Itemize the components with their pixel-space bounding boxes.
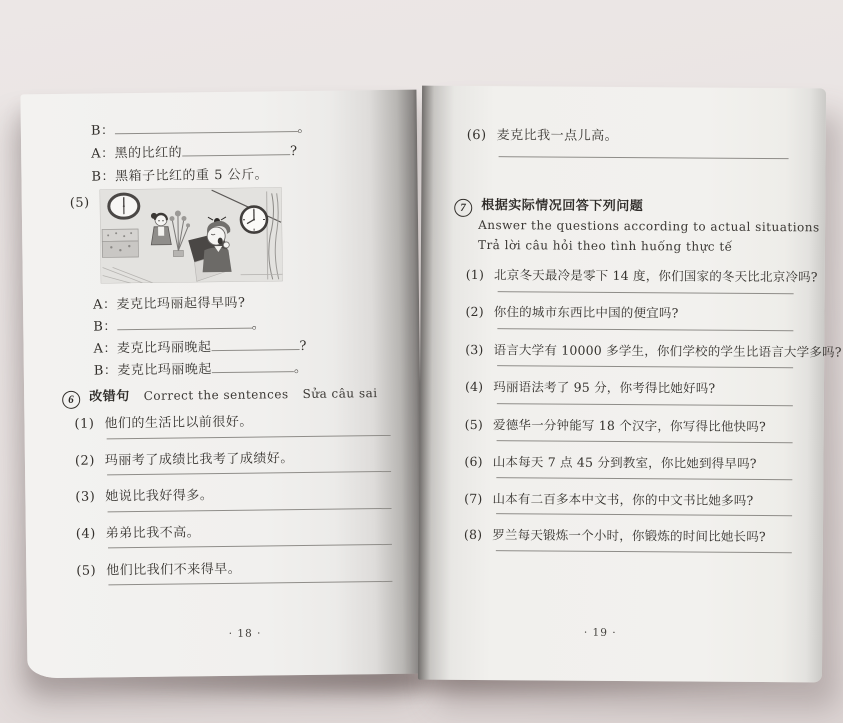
exercise-item (76, 521, 201, 542)
question-item (465, 415, 766, 435)
item-number: (5) (464, 416, 484, 433)
question-text: 山本有二百多本中文书，你的中文书比她多吗? (492, 491, 754, 508)
dialogue-line (93, 313, 265, 334)
section-title-zh: 根据实际情况回答下列问题 (481, 197, 644, 214)
question-item (464, 489, 753, 509)
speaker-label: A： (91, 146, 115, 162)
item-number: (3) (75, 489, 96, 505)
dialogue-line (93, 335, 307, 357)
question-item (465, 302, 678, 321)
punctuation: ? (289, 144, 298, 160)
speaker-label: B： (91, 169, 116, 185)
speaker-label: A： (93, 341, 118, 357)
answer-rule (499, 156, 789, 159)
item-number: (1) (74, 416, 95, 432)
exercise-text: 麦克比我一点儿高。 (496, 128, 619, 144)
answer-blank (211, 338, 299, 351)
dialogue-line (94, 357, 308, 379)
answer-rule (108, 508, 392, 512)
exercise-text: 他们比我们不来得早。 (106, 561, 242, 579)
exercise-text: 她说比我好得多。 (105, 488, 214, 505)
exercise-text: 玛丽考了成绩比我考了成绩好。 (104, 451, 294, 469)
question-item (464, 525, 766, 545)
answer-rule (497, 440, 793, 443)
speaker-label: A： (92, 297, 117, 313)
answer-blank (117, 317, 252, 331)
question-item (465, 340, 842, 361)
question-text: 山本每天 7 点 45 分到教室，你比她到得早吗? (492, 454, 757, 471)
section-title-zh: 改错句 (89, 388, 130, 404)
answer-rule (108, 581, 392, 585)
exercise-item (75, 484, 213, 505)
dialogue-line (91, 117, 311, 139)
answer-blank (114, 120, 297, 134)
answer-rule (497, 403, 793, 406)
exercise-item (76, 558, 241, 579)
question-item (465, 377, 715, 397)
item-number: (2) (465, 303, 484, 320)
answer-blank (182, 143, 290, 156)
section-title-vi: Sửa câu sai (302, 386, 378, 402)
section-title-en: Correct the sentences (143, 387, 289, 403)
answer-rule (496, 550, 792, 553)
item-number: (1) (465, 266, 485, 283)
speaker-label: B： (93, 363, 118, 379)
dialogue-line (93, 292, 246, 313)
question-text: 玛丽语法考了 95 分，你考得比她好吗? (493, 379, 716, 396)
speaker-label: B： (93, 319, 117, 335)
right-page (418, 86, 842, 683)
exercise-item (467, 124, 619, 144)
punctuation: 。 (293, 360, 308, 377)
question-item (464, 452, 756, 472)
item-number: (4) (75, 526, 96, 542)
answer-rule (107, 471, 391, 475)
speaker-label: B： (90, 123, 115, 139)
exercise-item (75, 447, 294, 469)
answer-rule (497, 365, 793, 368)
section-number-badge: 6 (62, 391, 80, 409)
question-text: 罗兰每天锻炼一个小时，你锻炼的时间比她长吗? (492, 527, 766, 545)
item-number: (3) (465, 341, 484, 358)
item-number: (8) (463, 526, 483, 543)
question-text: 爱德华一分钟能写 18 个汉字，你写得比他快吗? (492, 417, 766, 435)
item-number: (5) (69, 195, 90, 211)
item-number: (2) (74, 453, 95, 469)
exercise-text: 弟弟比我不高。 (105, 525, 201, 542)
dialogue-line (91, 140, 298, 162)
question-text: 语言大学有 10000 多学生，你们学校的学生比语言大学多吗? (493, 342, 842, 360)
answer-rule (497, 328, 793, 331)
exercise-item (74, 411, 253, 432)
section-subtitle-en: Answer the questions according to actual situations (478, 217, 820, 235)
section-7-header (454, 194, 643, 218)
exercise-text: 他们的生活比以前很好。 (104, 414, 253, 432)
punctuation: 。 (251, 317, 266, 333)
question-text: 北京冬天最冷是零下 14 度，你们国家的冬天比北京冷吗? (494, 267, 818, 285)
section-6-header (62, 382, 378, 409)
exercise-illustration (100, 187, 283, 283)
item-number: (7) (464, 490, 483, 507)
item-number: (6) (464, 453, 483, 470)
answer-rule (107, 435, 391, 439)
punctuation: 。 (297, 120, 312, 137)
item-number: (5) (76, 563, 97, 579)
item-number: (4) (464, 378, 484, 395)
dialogue-text: 黑的比红的 (114, 145, 183, 162)
answer-blank (212, 360, 294, 373)
dialogue-text: 麦克比玛丽晚起 (117, 362, 212, 379)
punctuation: ? (299, 338, 308, 355)
item-number: (6) (466, 127, 487, 144)
dialogue-line (91, 163, 268, 184)
page-number: · 19 · (583, 626, 617, 639)
answer-rule (496, 513, 792, 516)
dialogue-text: 麦克比玛丽起得早吗? (116, 295, 246, 313)
answer-rule (496, 477, 792, 480)
question-item (466, 265, 818, 285)
left-page (20, 90, 423, 679)
answer-rule (108, 544, 392, 548)
question-text: 你住的城市东西比中国的便宜吗? (493, 304, 679, 321)
section-number-badge: 7 (454, 199, 472, 217)
answer-rule (498, 291, 794, 294)
dialogue-text: 黑箱子比红的重 5 公斤。 (114, 167, 269, 185)
page-number: · 18 · (228, 627, 262, 640)
dialogue-text: 麦克比玛丽晚起 (116, 340, 212, 357)
section-subtitle-vi: Trả lời câu hỏi theo tình huống thực tế (477, 237, 733, 254)
